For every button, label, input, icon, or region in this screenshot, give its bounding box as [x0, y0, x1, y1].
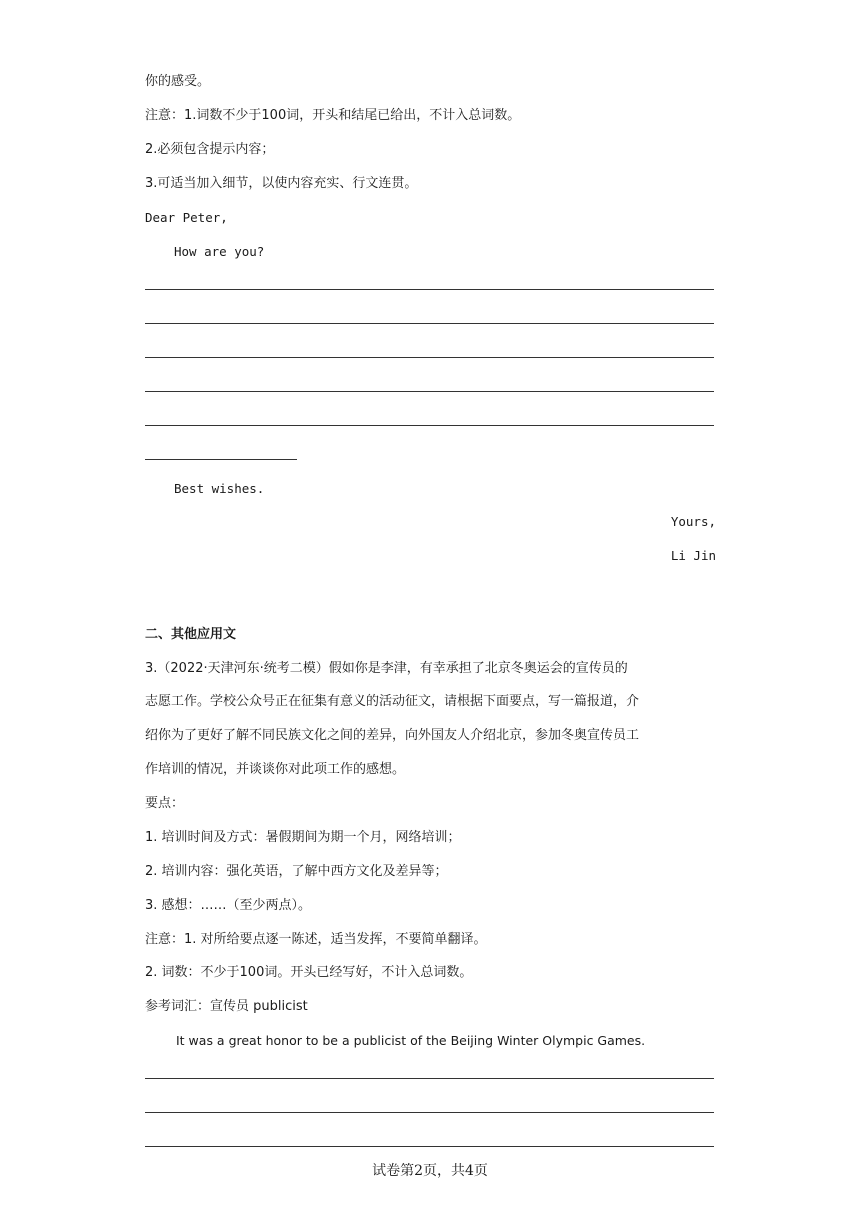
answer-line[interactable] [145, 391, 714, 392]
answer-line[interactable] [145, 1112, 714, 1113]
answer-line[interactable] [145, 357, 714, 358]
letter-signature: Li Jin [670, 548, 716, 563]
question-text: 3.（2022·天津河东·统考二模）假如你是李津，有幸承担了北京冬奥运会的宣传员的 [145, 661, 628, 676]
answer-line[interactable] [145, 459, 297, 460]
question-text: 志愿工作。学校公众号正在征集有意义的活动征文，请根据下面要点，写一篇报道，介 [145, 694, 640, 709]
section-title: 二、其他应用文 [145, 627, 237, 642]
point-item: 2. 培训内容：强化英语，了解中西方文化及差异等； [145, 864, 448, 879]
answer-line[interactable] [145, 1146, 714, 1147]
vocab-line: 参考词汇：宣传员 publicist [145, 999, 308, 1014]
letter-salutation: Dear Peter, [145, 210, 228, 225]
note-line: 注意：1.词数不少于100词，开头和结尾已给出，不计入总词数。 [145, 108, 521, 123]
note-line: 2. 词数：不少于100词。开头已经写好，不计入总词数。 [145, 965, 473, 980]
question-text: 作培训的情况，并谈谈你对此项工作的感想。 [145, 762, 406, 777]
essay-opening: It was a great honor to be a publicist of the Beijing Winter Olympic Games. [176, 1033, 646, 1048]
answer-line[interactable] [145, 1078, 714, 1079]
letter-opening: How are you? [174, 244, 265, 259]
text-line: 你的感受。 [145, 74, 211, 89]
letter-closing: Best wishes. [174, 481, 265, 496]
note-line: 3.可适当加入细节，以使内容充实、行文连贯。 [145, 176, 418, 191]
points-label: 要点： [145, 796, 185, 811]
point-item: 1. 培训时间及方式：暑假期间为期一个月，网络培训； [145, 830, 461, 845]
point-item: 3. 感想：……（至少两点）。 [145, 898, 312, 913]
answer-line[interactable] [145, 289, 714, 290]
note-line: 2.必须包含提示内容； [145, 142, 275, 157]
note-line: 注意：1. 对所给要点逐一陈述，适当发挥，不要简单翻译。 [145, 932, 487, 947]
answer-line[interactable] [145, 425, 714, 426]
question-text: 绍你为了更好了解不同民族文化之间的差异，向外国友人介绍北京，参加冬奥宣传员工 [145, 728, 640, 743]
answer-line[interactable] [145, 323, 714, 324]
letter-yours: Yours, [670, 514, 716, 529]
page-footer: 试卷第2页，共4页 [372, 1163, 488, 1179]
